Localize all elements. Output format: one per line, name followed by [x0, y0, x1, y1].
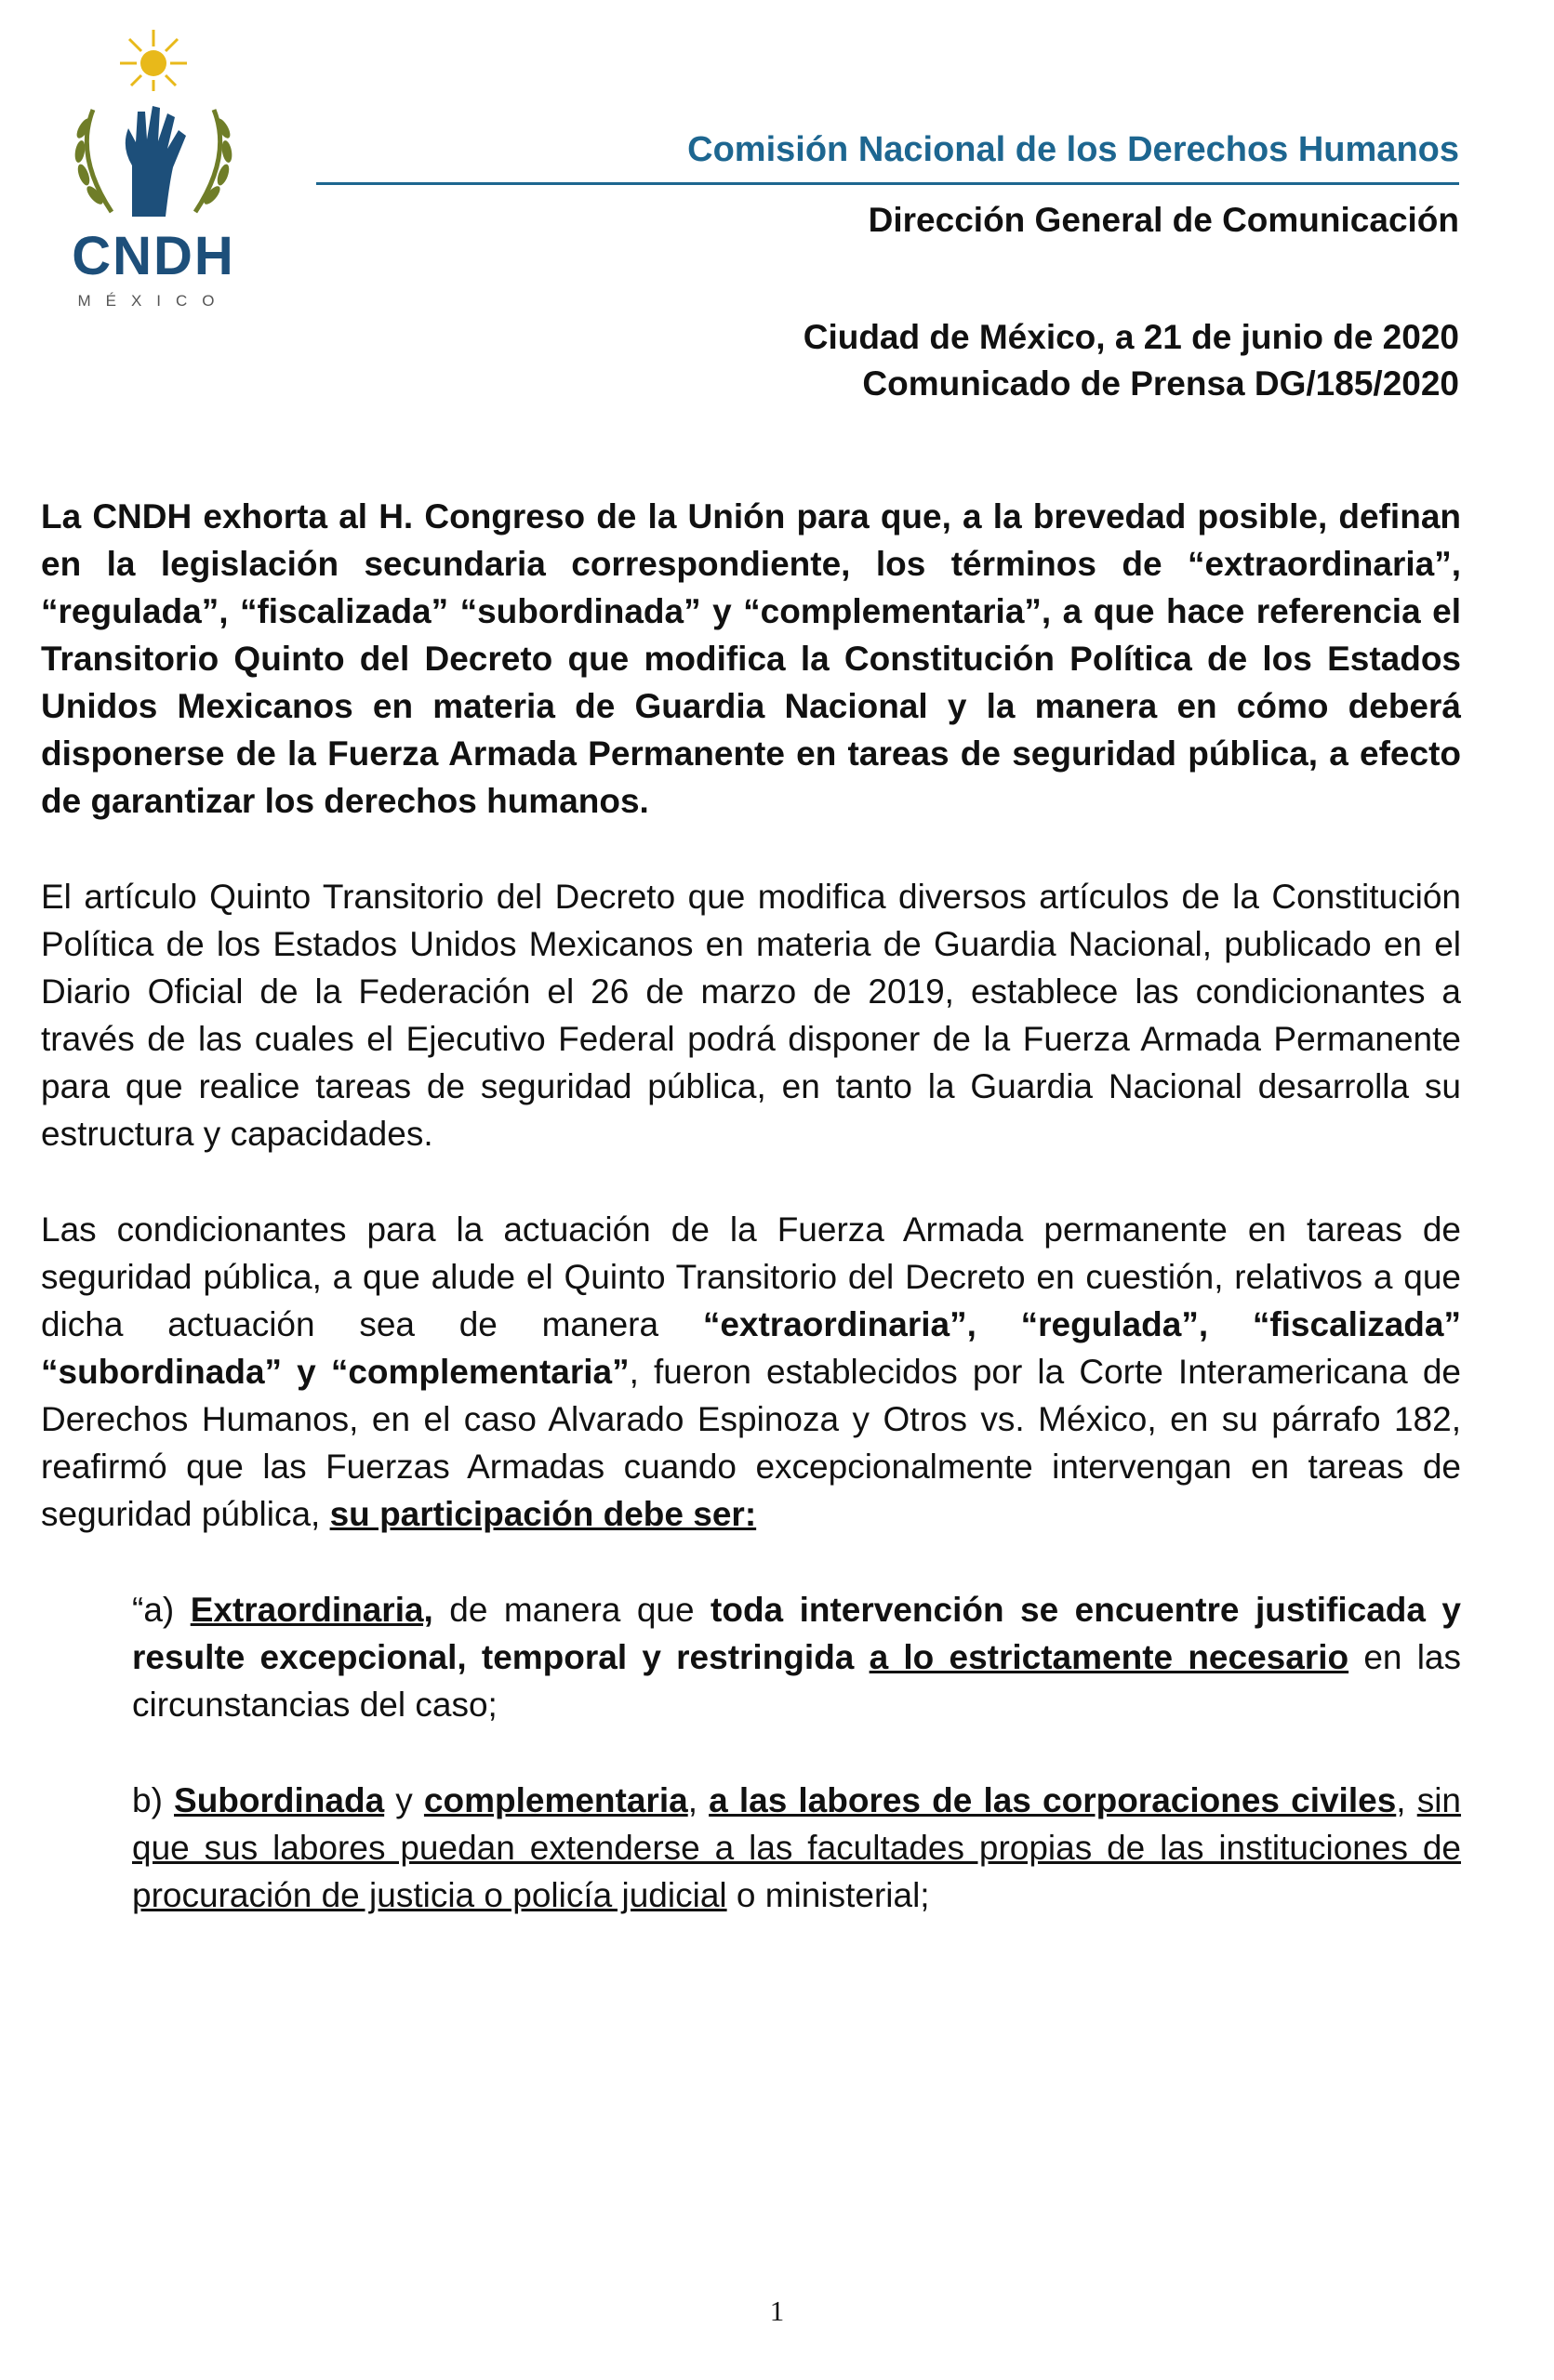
list-item-a [132, 1586, 1461, 1728]
item-a-bold: toda intervención se encuentre justificada y resulte excepcional, temporal y restringida [132, 1591, 1461, 1676]
item-a-text-2: en las circunstancias del caso; [132, 1638, 1462, 1724]
item-a-lead: “a) [132, 1591, 191, 1629]
paragraph-2-text-1: Las condicionantes para la actuación de la Fuerza Armada permanente en tareas de seguridad pública, a que alude el Quinto Transitorio del Decreto en cuestión, relativos a que dicha actuación sea de manera [41, 1210, 1461, 1343]
date-line: Ciudad de México, a 21 de junio de 2020 [803, 318, 1459, 356]
item-b-text-4: o ministerial; [726, 1876, 930, 1914]
item-a-term: Extraordinaria, [190, 1591, 433, 1629]
paragraph-2-text-2: , fueron establecidos por la Corte Interamericana de Derechos Humanos, en el caso Alvarado Espinoza y Otros vs. México, en su párrafo 182, reafirmó que las Fuerzas Armadas cuando excepcionalmente intervengan en tareas de seguridad pública, [41, 1353, 1461, 1533]
item-a-text-1: de manera que [432, 1591, 711, 1629]
page-number: 1 [769, 2294, 785, 2327]
paragraph-1: El artículo Quinto Transitorio del Decreto que modifica diversos artículos de la Constitución Política de los Estados Unidos Mexicanos en materia de Guardia Nacional, publicado en el Diario Oficial de la Federación el 26 de marzo de 2019, establece las condicionantes a través de las cuales el Ejecutivo Federal podrá disponer de la Fuerza Armada Permanente para que realice tareas de seguridad pública, en tanto la Guardia Nacional desarrolla su estructura y capacidades. [41, 878, 1461, 1153]
item-b-text-1: y [384, 1781, 424, 1819]
paragraph-2 [41, 1206, 1461, 1538]
item-b-text-3: , [1396, 1781, 1417, 1819]
logo-wordmark: CNDH [72, 226, 235, 286]
hand-sun-laurel-icon [56, 26, 251, 225]
organization-name: Comisión Nacional de los Derechos Humanos [687, 130, 1459, 169]
list-item-b [132, 1777, 1461, 1919]
item-b-underline: sin que sus labores puedan extenderse a las facultades propias de las instituciones de procuración de justicia o policía judicial [132, 1781, 1462, 1914]
document-body [41, 493, 1461, 1919]
participation-emphasis: su participación debe ser: [329, 1495, 757, 1533]
item-a-bold-underline: a lo estrictamente necesario [869, 1638, 1349, 1676]
item-b-term-1: Subordinada [174, 1781, 385, 1819]
item-a-space [854, 1638, 869, 1676]
conditions-terms: “extraordinaria”, “regulada”, “fiscalizada” “subordinada” y “complementaria” [41, 1305, 1461, 1391]
logo-country: MÉXICO [77, 292, 230, 310]
cndh-logo [56, 26, 251, 310]
press-release-number: Comunicado de Prensa DG/185/2020 [862, 364, 1459, 403]
item-b-text-2: , [687, 1781, 710, 1819]
header-divider [316, 182, 1459, 185]
department-name: Dirección General de Comunicación [868, 201, 1459, 239]
item-b-term-2: complementaria [423, 1781, 688, 1819]
item-b-lead: b) [132, 1781, 175, 1819]
item-b-bold-underline: a las labores de las corporaciones civiles [709, 1781, 1397, 1819]
headline: La CNDH exhorta al H. Congreso de la Unión para que, a la brevedad posible, definan en la legislación secundaria correspondiente, los términos de “extraordinaria”, “regulada”, “fiscalizada” “subordinada” y “complementaria”, a que hace referencia el Transitorio Quinto del Decreto que modifica la Constitución Política de los Estados Unidos Mexicanos en materia de Guardia Nacional y la manera en cómo deberá disponerse de la Fuerza Armada Permanente en tareas de seguridad pública, a efecto de garantizar los derechos humanos. [41, 497, 1461, 820]
